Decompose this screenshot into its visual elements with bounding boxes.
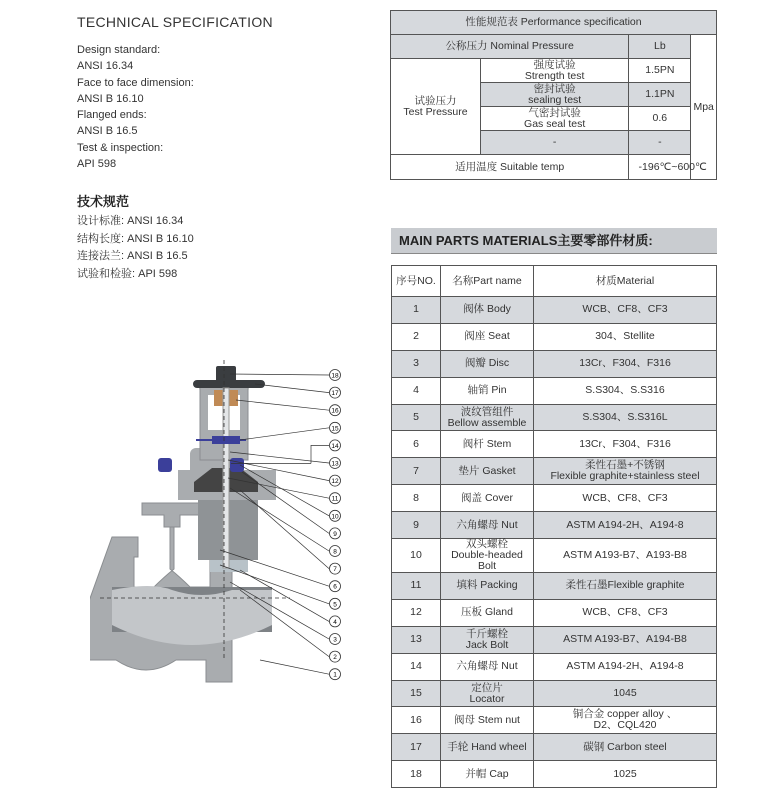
technical-specification-list	[77, 42, 194, 172]
bolt-nut-left	[158, 458, 172, 472]
test-name: 密封试验 sealing test	[481, 83, 629, 107]
part-material: 304、Stellite	[534, 323, 717, 350]
part-name: 压板 Gland	[441, 599, 534, 626]
table-row	[392, 512, 717, 539]
part-material: 1025	[534, 761, 717, 788]
valve-cross-section-diagram	[90, 360, 360, 685]
part-no: 10	[392, 539, 441, 573]
part-material: 铜合金 copper alloy 、 D2、CQL420	[534, 707, 717, 734]
spec-line: Face to face dimension:	[77, 76, 194, 89]
part-no: 11	[392, 573, 441, 600]
part-no: 7	[392, 458, 441, 485]
bolt-nut-right	[230, 458, 244, 472]
header-part-name: 名称Part name	[441, 266, 534, 297]
part-name: 阀体 Body	[441, 297, 534, 324]
part-material: WCB、CF8、CF3	[534, 485, 717, 512]
valve-body	[90, 382, 276, 682]
part-name: 阀杆 Stem	[441, 431, 534, 458]
part-name: 六角螺母 Nut	[441, 653, 534, 680]
part-no: 1	[392, 297, 441, 324]
part-no: 13	[392, 626, 441, 653]
test-name: 气密封试验 Gas seal test	[481, 107, 629, 131]
part-no: 17	[392, 734, 441, 761]
part-name: 手轮 Hand wheel	[441, 734, 534, 761]
leader-line	[230, 374, 329, 375]
spec-line: API 598	[77, 158, 117, 171]
table-row	[392, 599, 717, 626]
table-row	[392, 350, 717, 377]
table-row	[392, 377, 717, 404]
part-name: 并帽 Cap	[441, 761, 534, 788]
part-name: 阀盖 Cover	[441, 485, 534, 512]
part-no: 5	[392, 404, 441, 431]
part-name: 阀座 Seat	[441, 323, 534, 350]
callout-number: 5	[333, 601, 337, 609]
table-row	[392, 573, 717, 600]
spec-line: ANSI B 16.10	[77, 92, 144, 105]
spec-line: ANSI 16.34	[77, 60, 134, 73]
part-name: 波纹管组件 Bellow assemble	[441, 404, 534, 431]
part-no: 6	[392, 431, 441, 458]
spec-line: Test & inspection:	[77, 141, 164, 154]
callout-number: 1	[333, 671, 337, 679]
table-row	[392, 323, 717, 350]
table-row	[392, 734, 717, 761]
perf-table-title: 性能规范表 Performance specification	[391, 11, 717, 35]
part-material: WCB、CF8、CF3	[534, 599, 717, 626]
spec-line: 试验和检验: API 598	[77, 267, 178, 280]
table-row	[392, 485, 717, 512]
table-row	[392, 297, 717, 324]
part-material: ASTM A193-B7、A193-B8	[534, 539, 717, 573]
leader-line	[255, 384, 329, 393]
test-value: 1.5PN	[629, 59, 691, 83]
callout-number: 9	[333, 530, 337, 538]
chinese-specification-title: 技术规范	[77, 194, 130, 209]
part-no: 8	[392, 485, 441, 512]
part-no: 18	[392, 761, 441, 788]
callout-number: 7	[333, 566, 337, 574]
table-row	[392, 707, 717, 734]
part-no: 2	[392, 323, 441, 350]
suitable-temp-label: 适用温度 Suitable temp	[391, 155, 629, 180]
nominal-pressure-label: 公称压力 Nominal Pressure	[391, 35, 629, 59]
part-material: 13Cr、F304、F316	[534, 350, 717, 377]
spec-line: 设计标准: ANSI 16.34	[77, 215, 184, 227]
test-value: 1.1PN	[629, 83, 691, 107]
part-material: 柔性石墨Flexible graphite	[534, 573, 717, 600]
table-row	[392, 539, 717, 573]
callout-number: 16	[331, 407, 339, 415]
part-name: 六角螺母 Nut	[441, 512, 534, 539]
callout-number: 2	[333, 654, 337, 662]
callout-number: 6	[333, 583, 337, 591]
table-row	[392, 458, 717, 485]
callout-number: 18	[331, 372, 339, 380]
part-material: ASTM A194-2H、A194-8	[534, 512, 717, 539]
spec-line: ANSI B 16.5	[77, 125, 138, 138]
part-material: 柔性石墨+不锈钢 Flexible graphite+stainless steel	[534, 458, 717, 485]
callout-number: 13	[331, 460, 339, 468]
part-name: 千斤螺栓 Jack Bolt	[441, 626, 534, 653]
part-no: 4	[392, 377, 441, 404]
spec-line: Design standard:	[77, 44, 161, 56]
callout-number: 8	[333, 548, 337, 556]
test-name: -	[481, 131, 629, 155]
spec-line: 结构长度: ANSI B 16.10	[77, 232, 194, 245]
callout-number: 4	[333, 618, 337, 626]
part-name: 定位片 Locator	[441, 680, 534, 707]
performance-spec-table	[390, 10, 717, 180]
part-no: 9	[392, 512, 441, 539]
nominal-pressure-value: Lb	[629, 35, 691, 59]
part-name: 双头螺栓 Double-headed Bolt	[441, 539, 534, 573]
spec-line: 连接法兰: ANSI B 16.5	[77, 250, 188, 262]
part-material: ASTM A193-B7、A194-B8	[534, 626, 717, 653]
callout-number: 12	[331, 478, 339, 486]
part-material: S.S304、S.S316L	[534, 404, 717, 431]
part-name: 阀瓣 Disc	[441, 350, 534, 377]
part-no: 14	[392, 653, 441, 680]
callout-number: 15	[331, 425, 339, 433]
chinese-specification-list	[77, 213, 194, 283]
part-no: 12	[392, 599, 441, 626]
callout-number: 17	[331, 390, 339, 398]
main-parts-title: MAIN PARTS MATERIALS主要零部件材质:	[391, 228, 717, 254]
part-name: 阀母 Stem nut	[441, 707, 534, 734]
callout-number: 11	[331, 495, 339, 503]
part-no: 16	[392, 707, 441, 734]
part-material: WCB、CF8、CF3	[534, 297, 717, 324]
test-name: 强度试验 Strength test	[481, 59, 629, 83]
table-row	[392, 626, 717, 653]
part-material: 13Cr、F304、F316	[534, 431, 717, 458]
parts-materials-table	[391, 265, 717, 788]
part-name: 填料 Packing	[441, 573, 534, 600]
part-material: 1045	[534, 680, 717, 707]
header-no: 序号NO.	[392, 266, 441, 297]
test-pressure-label: 试验压力 Test Pressure	[391, 59, 481, 155]
test-value: 0.6	[629, 107, 691, 131]
header-material: 材质Material	[534, 266, 717, 297]
table-row	[392, 404, 717, 431]
spec-line: Flanged ends:	[77, 109, 147, 122]
leader-line	[260, 660, 329, 674]
leader-line	[240, 428, 329, 440]
callout-number: 14	[331, 442, 339, 450]
leader-line	[236, 400, 329, 410]
table-row	[392, 653, 717, 680]
table-row	[392, 431, 717, 458]
part-no: 15	[392, 680, 441, 707]
part-no: 3	[392, 350, 441, 377]
table-row	[392, 680, 717, 707]
callout-number: 10	[331, 513, 339, 521]
suitable-temp-value: -196℃~600℃	[629, 155, 717, 180]
part-material: ASTM A194-2H、A194-8	[534, 653, 717, 680]
test-value: -	[629, 131, 691, 155]
jack-bolt-nut	[212, 436, 240, 444]
part-material: 碳钢 Carbon steel	[534, 734, 717, 761]
unit-cell: Mpa	[691, 35, 717, 180]
callout-number: 3	[333, 636, 337, 644]
part-name: 轴销 Pin	[441, 377, 534, 404]
table-row	[392, 761, 717, 788]
technical-specification-title: TECHNICAL SPECIFICATION	[77, 14, 273, 30]
part-name: 垫片 Gasket	[441, 458, 534, 485]
part-material: S.S304、S.S316	[534, 377, 717, 404]
